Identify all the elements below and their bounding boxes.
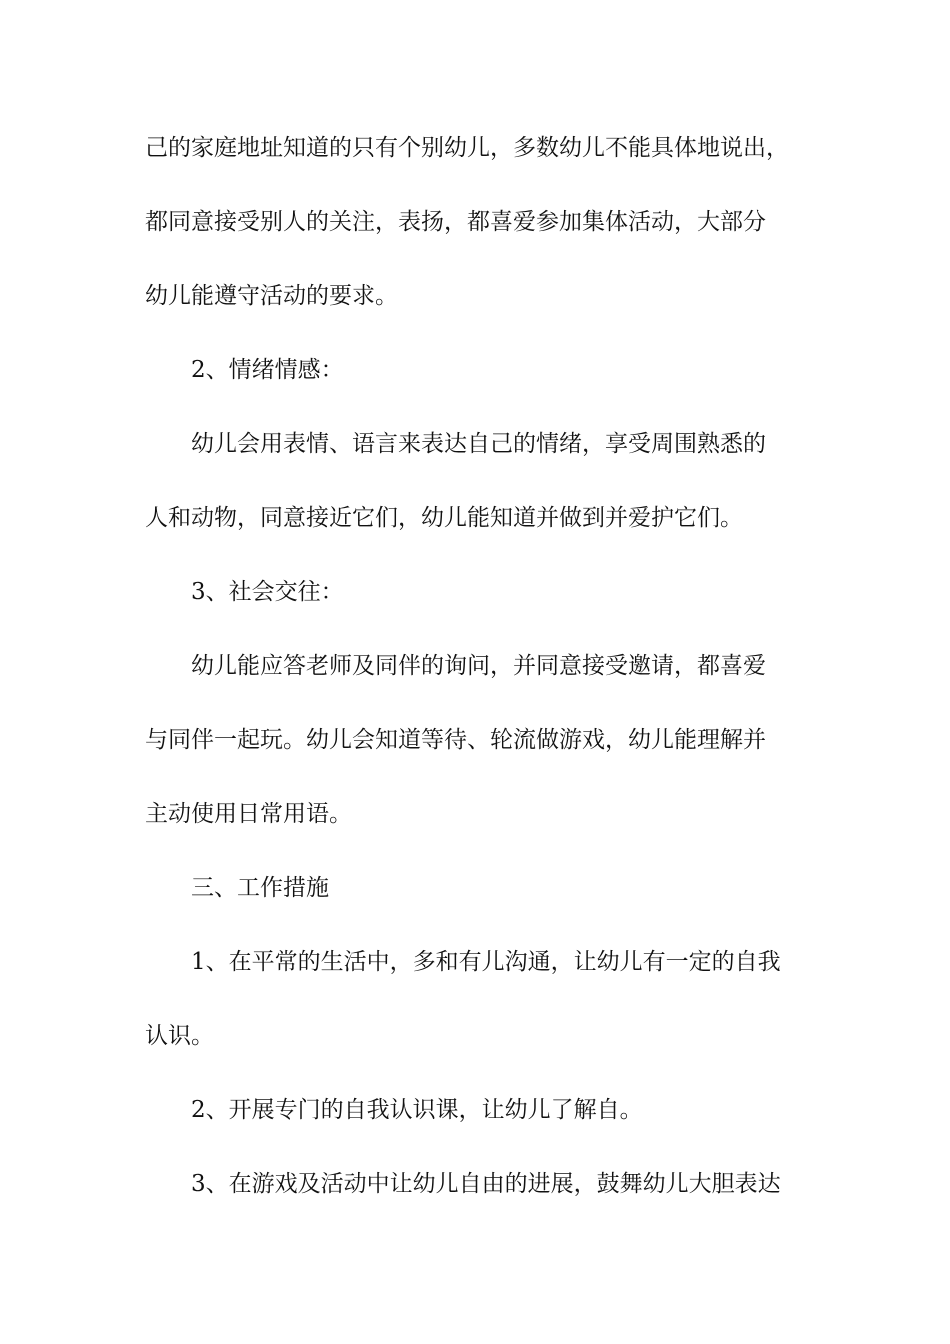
text-line: 认识。 (145, 1023, 214, 1049)
text-line: 与同伴一起玩。幼儿会知道等待、轮流做游戏，幼儿能理解并 (145, 727, 766, 753)
section-heading: 3、社会交往： (191, 579, 344, 605)
text-line: 主动使用日常用语。 (145, 801, 352, 827)
text-line: 己的家庭地址知道的只有个别幼儿，多数幼儿不能具体地说出， (145, 135, 789, 161)
text-line: 2、开展专门的自我认识课，让幼儿了解自。 (191, 1097, 643, 1123)
text-line: 都同意接受别人的关注，表扬，都喜爱参加集体活动，大部分 (145, 209, 766, 235)
section-heading: 三、工作措施 (191, 875, 329, 901)
text-line: 1、在平常的生活中，多和有儿沟通，让幼儿有一定的自我 (191, 949, 781, 975)
text-line: 幼儿会用表情、语言来表达自己的情绪，享受周围熟悉的 (191, 431, 766, 457)
document-body (145, 128, 810, 1238)
section-heading: 2、情绪情感： (191, 357, 344, 383)
text-line: 幼儿能应答老师及同伴的询问，并同意接受邀请，都喜爱 (191, 653, 766, 679)
text-line: 人和动物，同意接近它们，幼儿能知道并做到并爱护它们。 (145, 505, 743, 531)
text-line: 幼儿能遵守活动的要求。 (145, 283, 398, 309)
text-line: 3、在游戏及活动中让幼儿自由的进展，鼓舞幼儿大胆表达 (191, 1171, 781, 1197)
